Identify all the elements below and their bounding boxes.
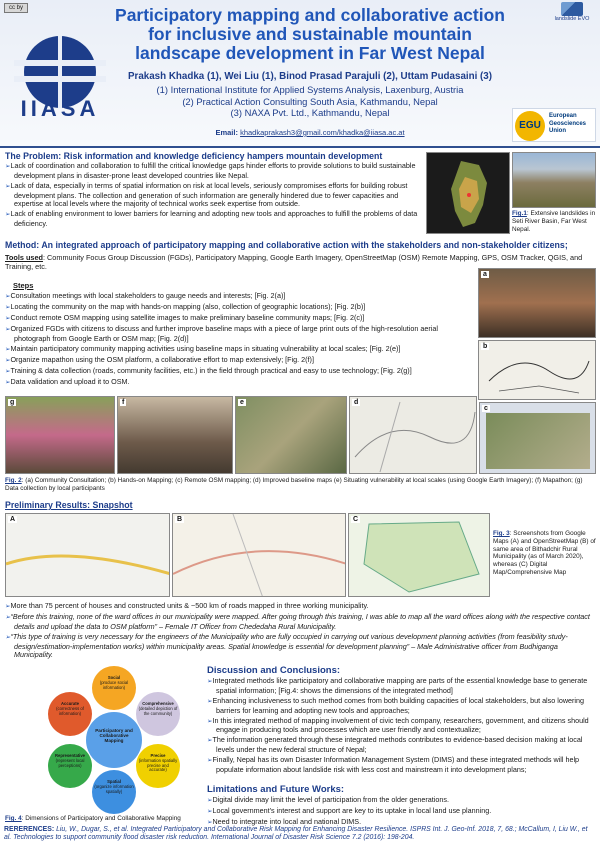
step-5: ➢ Maintain participatory community mapping activities using baseline maps in situating vulnerability at local scales; [Fig. 2(e)] xyxy=(5,345,475,355)
affiliation-2: (2) Practical Action Consulting South Asia, Kathmandu, Nepal xyxy=(182,95,438,107)
references-label: RERERENCES: xyxy=(4,826,55,833)
affiliation-3: (3) NAXA Pvt. Ltd., Kathmandu, Nepal xyxy=(230,107,390,118)
diagram-label-spatial xyxy=(94,780,134,794)
problem-bullets xyxy=(5,162,423,230)
node-precise-sub: (information spatially precise and accurate) xyxy=(138,757,178,773)
fig4-caption xyxy=(5,815,205,823)
nepal-basin-map-icon xyxy=(427,153,510,234)
fig2d-tag: d xyxy=(354,399,359,406)
fig2-label: Fig. 2 xyxy=(5,477,22,484)
fig2a-photo xyxy=(478,268,596,338)
fig1-caption xyxy=(512,210,598,233)
poster-title: Participatory mapping and collaborative action for inclusive and sustainable mountain landscape development in Far West Nepal xyxy=(115,5,505,63)
diagram-label-precise xyxy=(138,754,178,773)
fig2e-satellite-image xyxy=(235,396,347,474)
fig3c-digital-map xyxy=(348,513,490,597)
egu-text-1: European xyxy=(549,113,577,119)
landslide-evo-logo xyxy=(548,2,596,28)
discussion-bullet-2: ➢ Enhancing inclusiveness to such method comes from both building capacities of local stakeholders, but also lowering barriers for learning and adopting new tools and approaches; xyxy=(207,697,596,716)
fig1-landslide-photo xyxy=(512,152,596,208)
limitations-bullets xyxy=(207,796,596,829)
node-spatial-title: Spatial xyxy=(107,779,121,784)
step-3: ➢ Conduct remote OSM mapping using satellite images to make preliminary baseline community maps; [Fig. 2(c)] xyxy=(5,314,475,324)
results-bullets xyxy=(5,602,595,661)
fig2g-tag: g xyxy=(10,399,15,406)
step-8: ➢ Data validation and upload it to OSM. xyxy=(5,378,475,388)
egu-logo-text xyxy=(549,113,586,136)
fig2c-remote-mapping-screen xyxy=(479,402,596,474)
fig3-caption xyxy=(493,530,597,577)
step-2: ➢ Locating the community on the map with hands-on mapping (also, collection of geographic locations); [Fig. 2(b)] xyxy=(5,303,475,313)
affiliation-1: (1) International Institute for Applied Systems Analysis, Laxenburg, Austria xyxy=(156,84,464,95)
node-representative-sub: (represent local perceptions) xyxy=(55,757,85,768)
fig1-caption-text: : Extensive landslides in Seti River Basin, Far West Nepal. xyxy=(512,210,596,233)
fig2-caption-text: : (a) Community Consultation; (b) Hands-on Mapping; (c) Remote OSM mapping; (d) Improved baseline maps (e) Situating vulnerability at local scales (using Google Earth Imagery); (f) Mapathon; (g) Data collection by local participants xyxy=(5,477,583,492)
diagram-label-comprehensive xyxy=(138,702,178,716)
tools-label: Tools used xyxy=(5,253,43,262)
fig2g-photo xyxy=(5,396,115,474)
osm-editor-view xyxy=(486,413,590,469)
fig1-label: Fig.1 xyxy=(512,210,527,217)
fig4-label: Fig. 4 xyxy=(5,815,22,822)
fig4-labels xyxy=(28,666,200,814)
tools-text: : Community Focus Group Discussion (FGDs), Participatory Mapping, Google Earth Imagery, OpenStreetMap (OSM) Remote Mapping, GPS, OSM Tracker, QGIS, and Training, etc. xyxy=(5,253,583,271)
discussion-bullet-5: ➢ Finally, Nepal has its own Disaster Information Management System (DIMS) and these integrated methods will help populate information about landslide risk with less cost and mainstream it into development plans; xyxy=(207,756,596,775)
fig3-caption-text: : Screenshots from Google Maps (A) and OpenStreetMap (B) of same area of Bithadchir Rural Municipality (as of March 2020), whereas (C) Digital Map/Comprehensive Map xyxy=(493,530,596,576)
node-precise-title: Precise xyxy=(150,753,166,758)
node-accurate-title: Accurate xyxy=(61,701,79,706)
method-steps xyxy=(5,292,475,389)
fig2f-tag: f xyxy=(122,399,125,406)
affiliations xyxy=(110,84,510,119)
egu-text-3: Union xyxy=(549,128,566,134)
diagram-label-accurate xyxy=(50,702,90,716)
limitations-title: Limitations and Future Works: xyxy=(207,784,345,795)
node-spatial-sub: (organize information spatially) xyxy=(94,783,134,794)
result-bullet-1: ➢ More than 75 percent of houses and constructed units & ~500 km of roads mapped in three working municipality. xyxy=(5,602,595,612)
fig2d-baseline-map xyxy=(349,396,477,474)
step-6: ➢ Organize mapathon using the OSM platform, a collaborative effort to map extensively; [Fig. 2(f)] xyxy=(5,356,475,366)
diagram-center-label: Participatory and Collaborative Mapping xyxy=(95,728,133,744)
discussion-bullet-3: ➢ In this integrated method of mapping involvement of civic tech company, researchers, government, and citizens should engage in producing tools and processes which are user friendly and contextualize; xyxy=(207,717,596,736)
fig3a-google-map xyxy=(5,513,170,597)
fig2c-tag: c xyxy=(484,405,488,412)
fig3b-tag: B xyxy=(177,516,183,523)
node-representative-title: Representative xyxy=(54,753,86,758)
fig2b-sketch xyxy=(478,340,596,400)
discussion-title: Discussion and Conclusions: xyxy=(207,665,341,676)
fig3-label: Fig. 3 xyxy=(493,530,510,537)
limitation-bullet-1: ➢ Digital divide may limit the level of participation from the older generations. xyxy=(207,796,596,806)
comprehensive-map-icon xyxy=(349,514,490,597)
fig4-caption-text: : Dimensions of Participatory and Collaborative Mapping xyxy=(21,815,181,822)
discussion-bullet-1: ➢ Integrated methods like participatory and collaborative mapping are parts of the essential knowledge base to generate spatial information; [Fig.4: shows the dimensions of the integrated method] xyxy=(207,677,596,696)
diagram-label-social xyxy=(94,676,134,690)
cc-license-badge: cc by xyxy=(4,3,28,13)
problem-bullet-3: ➢ Lack of enabling environment to lower barriers for learning and adopting new tools and approaches to fulfill the problems of data deficiency. xyxy=(5,210,423,229)
fig2b-tag: b xyxy=(483,343,488,350)
step-4: ➢ Organized FGDs with citizens to discuss and further improve baseline maps with a piece of large print outs of the high-resolution aerial photograph from Google Earth or OSM map; [Fig. 2(d)] xyxy=(5,325,475,344)
landslide-logo-icon xyxy=(561,2,583,16)
fig2a-tag: a xyxy=(483,271,487,278)
results-title: Preliminary Results: Snapshot xyxy=(5,500,133,510)
node-comprehensive-sub: (detailed depiction of the community) xyxy=(138,705,178,716)
discussion-bullet-4: ➢ The information generated through these integrated methods contributes to evidence-based decision making at local levels under the new federal structure of Nepal; xyxy=(207,736,596,755)
fig2-caption xyxy=(5,477,595,493)
fig3c-tag: C xyxy=(353,516,359,523)
step-1: ➢ Consultation meetings with local stakeholders to gauge needs and interests; [Fig. 2(a)] xyxy=(5,292,475,302)
references-text: Liu, W., Dugar, S., et al. Integrated Participatory and Collaborative Risk Mapping for Enhancing Disaster Resilience. ISPRS Int. J. Geo-Inf. 2018, 7, 68.; McCallum, I, Liu W., et al. Technologies to support community flood disaster risk reduction. International Journal of Disaster Risk Science 7.2 (2016): 198-204. xyxy=(4,826,588,842)
baseline-map-icon xyxy=(350,397,477,474)
fig1-map-image xyxy=(426,152,510,234)
discussion-bullets xyxy=(207,677,596,776)
problem-bullet-1: ➢ Lack of coordination and collaboration to fulfill the critical knowledge gaps hinder efforts to provide solutions to build sustainable development plans in disaster-prone least developed countries like Nepal. xyxy=(5,162,423,181)
problem-title: The Problem: Risk information and knowledge deficiency hampers mountain development xyxy=(5,151,383,161)
landslide-logo-text: landslide EVO xyxy=(554,16,590,22)
email-label: Email: xyxy=(215,128,238,137)
method-title: Method: An integrated approach of participatory mapping and collaborative action with the stakeholders and non-stakeholder citizens; xyxy=(5,240,568,250)
fig3a-tag: A xyxy=(10,516,16,523)
iiasa-wordmark: IIASA xyxy=(20,96,100,121)
egu-text-2: Geosciences xyxy=(549,120,587,127)
author-list: Prakash Khadka (1), Wei Liu (1), Binod Prasad Parajuli (2), Uttam Pudasaini (3) xyxy=(127,71,493,82)
email-link[interactable]: khadkaprakash3@gmail.com/khadka@iiasa.ac.at xyxy=(240,128,405,137)
limitation-bullet-3: ➢ Need to integrate into local and national DIMS. xyxy=(207,818,596,828)
egu-logo-icon: EGU xyxy=(515,111,545,141)
node-accurate-sub: (correctness of information) xyxy=(56,705,84,716)
node-comprehensive-title: Comprehensive xyxy=(142,701,174,706)
diagram-label-representative xyxy=(50,754,90,768)
node-social-sub: (produce social information) xyxy=(99,679,129,690)
steps-label: Steps xyxy=(13,281,34,290)
fig2e-tag: e xyxy=(240,399,244,406)
problem-bullet-2: ➢ Lack of data, especially in terms of spatial information on risk at local levels, seriously compromises efforts for building robust development plans. The collection and generation of such information are generally hindered due to fewer capacities and expertise at local levels where the majority of technical works seek expertise from outside. xyxy=(5,182,423,209)
result-bullet-3: ➢ “This type of training is very necessary for the engineers of the Municipality who are fully occupied in carrying out various development planning activities (from feasibility study-design/estimation-implementation works) within municipality areas. Spatial knowledge is essential for development planning” – Male Administrative officer from Budhiganga Municipality. xyxy=(5,633,595,660)
google-map-road-icon xyxy=(6,514,170,597)
step-7: ➢ Training & data collection (roads, community facilities, etc.) in the field through practical and easy to use technology; [Fig. 2(g)] xyxy=(5,367,475,377)
fig3b-osm-map xyxy=(172,513,346,597)
contact-email xyxy=(110,128,510,137)
poster-header xyxy=(0,0,600,148)
result-bullet-2: ➢ “Before this training, none of the ward offices in our municipality were mapped. After going through this training, I was able to map all the ward offices along with the respective contact details and upload the data to OSM platform” – Female IT Officer from Chededaha Rural Municipality. xyxy=(5,613,595,632)
osm-map-roads-icon xyxy=(173,514,346,597)
hand-drawn-map-icon xyxy=(479,341,596,400)
node-social-title: Social xyxy=(107,675,121,680)
egu-logo xyxy=(512,108,596,142)
references xyxy=(4,826,596,843)
fig2f-photo xyxy=(117,396,233,474)
limitation-bullet-2: ➢ Local government’s interest and support are key to its uptake in local land use planning. xyxy=(207,807,596,817)
